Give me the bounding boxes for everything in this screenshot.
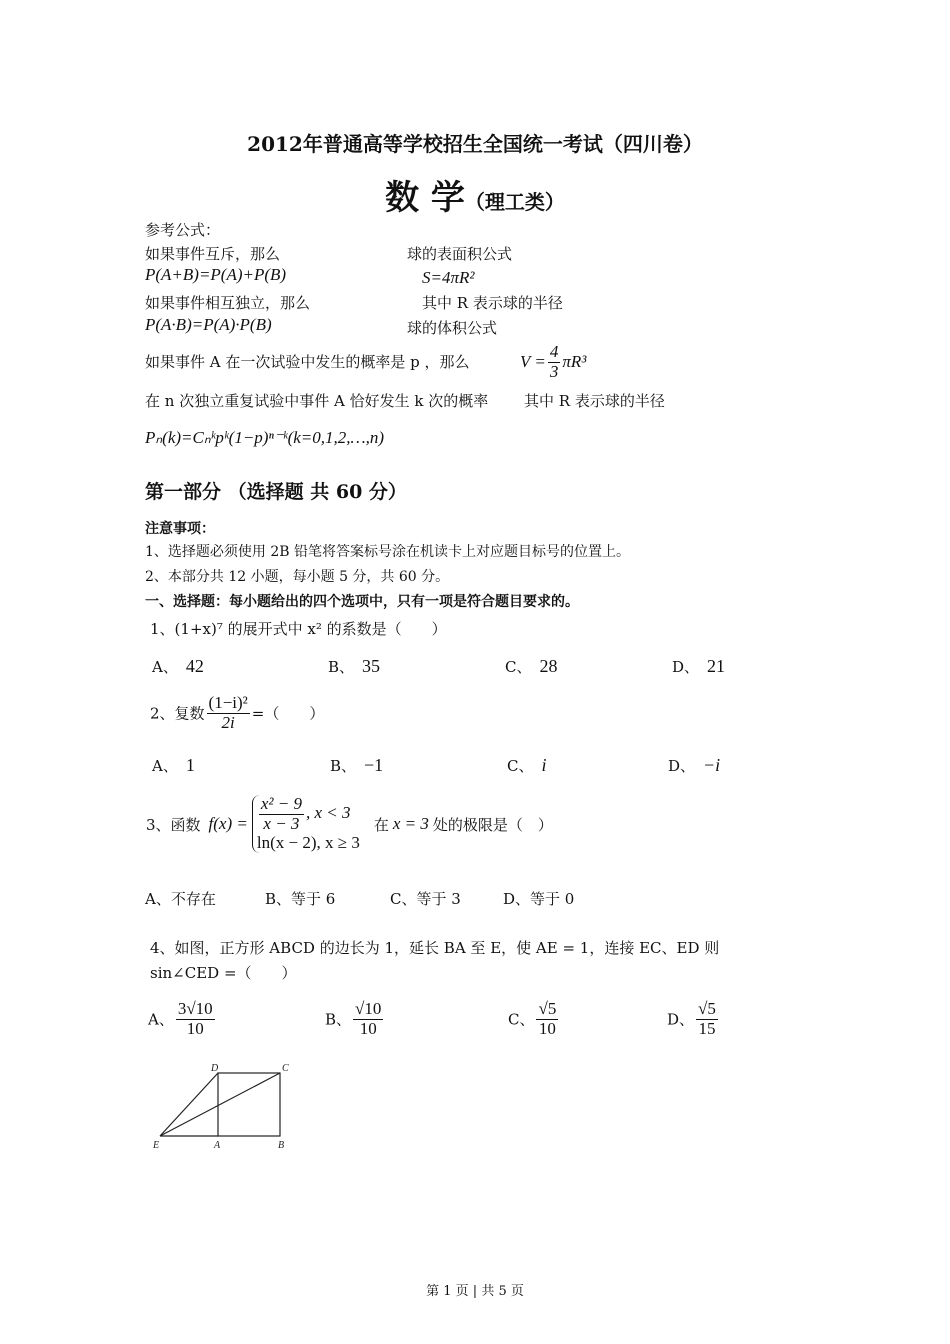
option-label: C、 [505, 658, 532, 676]
question-stem-line1: 4、如图，正方形 ABCD 的边长为 1，延长 BA 至 E，使 AE = 1，连接 EC、ED 则 [150, 939, 720, 957]
option-value: 等于 0 [530, 890, 575, 908]
sphere-volume-label: 球的体积公式 [407, 319, 498, 337]
sum-formula: P(A+B)=P(A)+P(B) [145, 265, 287, 284]
option-value: 21 [707, 656, 726, 676]
case1-denominator: x − 3 [263, 813, 300, 833]
section-heading: 一、选择题：每小题给出的四个选项中，只有一项是符合题目要求的。 [145, 594, 579, 610]
part1-heading: 第一部分 （选择题 共 60 分） [145, 481, 407, 503]
notes-heading: 注意事项： [145, 521, 215, 537]
option-b[interactable] [325, 1000, 385, 1038]
case2: ln(x − 2), x ≥ 3 [256, 833, 360, 853]
stem-prefix: 2、复数 [150, 704, 205, 723]
option-value: 35 [362, 656, 381, 676]
subject: 数 学 [385, 178, 465, 218]
option-label: C、 [507, 757, 534, 775]
option-label: A、 [145, 890, 171, 908]
n-trials-text: 在 n 次独立重复试验中事件 A 恰好发生 k 次的概率 [145, 392, 489, 410]
page-footer: 第 1 页 | 共 5 页 [426, 1284, 524, 1299]
option-label: A、 [152, 658, 178, 676]
volume-den: 3 [549, 361, 559, 381]
independent-text: 如果事件相互独立，那么 [145, 294, 311, 312]
option-label: D、 [503, 890, 531, 908]
numerator: (1−i)² [208, 693, 248, 712]
square-abcd [218, 1073, 280, 1136]
note-1: 1、选择题必须使用 2B 铅笔将答案标号涂在机读卡上对应题目标号的位置上。 [145, 544, 631, 560]
subject-heading [0, 170, 950, 219]
denominator: 10 [538, 1018, 556, 1038]
option-c[interactable] [505, 656, 557, 677]
volume-fraction [548, 343, 561, 381]
question-stem [150, 694, 324, 732]
option-label: B、 [330, 757, 357, 775]
label-a: A [214, 1140, 221, 1151]
question-stem [146, 795, 553, 853]
label-b: B [278, 1140, 285, 1151]
sphere-area-label: 球的表面积公式 [407, 245, 513, 263]
option-c[interactable] [390, 888, 461, 909]
option-b[interactable] [330, 755, 383, 776]
segment-ec [160, 1073, 280, 1136]
option-label: D、 [672, 658, 700, 676]
sphere-area-formula: S=4πR² [422, 268, 475, 287]
denominator: 15 [698, 1018, 716, 1038]
limit-point: x = 3 [392, 814, 429, 834]
numerator: 3√10 [177, 999, 213, 1018]
question-stem-line2: sin∠CED =（ ） [150, 964, 297, 982]
numerator: √10 [355, 999, 382, 1018]
option-fraction [696, 1000, 718, 1038]
product-formula: P(A·B)=P(A)·P(B) [145, 315, 272, 334]
option-value: 等于 6 [291, 890, 336, 908]
option-value: 不存在 [170, 890, 216, 908]
subject-category: （理工类） [464, 190, 565, 214]
option-value: 28 [539, 656, 558, 676]
numerator: √5 [538, 999, 557, 1018]
denominator: 10 [359, 1018, 377, 1038]
stem-suffix: =（ ） [251, 704, 325, 723]
option-c[interactable] [508, 1000, 560, 1038]
function-name: f(x) = [208, 814, 248, 834]
volume-rhs: πR³ [562, 352, 587, 372]
option-value: 等于 3 [416, 890, 461, 908]
option-a[interactable] [152, 656, 204, 677]
option-value: 42 [185, 656, 204, 676]
binomial-formula: Pₙ(k)=Cₙᵏpᵏ(1−p)ⁿ⁻ᵏ(k=0,1,2,…,n) [145, 428, 385, 447]
sphere-volume-formula [520, 343, 586, 381]
stem-prefix: 3、函数 [146, 815, 201, 834]
option-d[interactable] [672, 656, 725, 677]
numerator: √5 [698, 999, 716, 1018]
option-fraction [353, 1000, 383, 1038]
label-d: D [211, 1063, 219, 1074]
option-d[interactable] [667, 1000, 720, 1038]
denominator: 10 [186, 1018, 204, 1038]
volume-lhs: V = [520, 352, 546, 372]
option-fraction [536, 1000, 558, 1038]
formulas-heading: 参考公式： [145, 221, 221, 239]
mutually-exclusive-text: 如果事件互斥，那么 [145, 245, 281, 263]
option-label: B、 [328, 658, 355, 676]
option-a[interactable] [152, 755, 195, 776]
question-stem: 1、(1+x)⁷ 的展开式中 x² 的系数是（ ） [150, 620, 447, 638]
option-label: C、 [390, 890, 417, 908]
option-fraction [176, 1000, 215, 1038]
stem-mid: 在 [373, 815, 389, 834]
segment-ed [160, 1073, 218, 1136]
fraction [207, 694, 250, 732]
radius-note: 其中 R 表示球的半径 [422, 294, 563, 312]
geometry-figure [145, 1060, 305, 1155]
option-label: B、 [325, 1010, 352, 1029]
option-b[interactable] [265, 888, 335, 909]
label-e: E [153, 1140, 160, 1151]
option-c[interactable] [507, 755, 547, 776]
prob-p-text: 如果事件 A 在一次试验中发生的概率是 p ，那么 [145, 353, 470, 371]
option-value: −1 [364, 755, 384, 775]
option-b[interactable] [328, 656, 380, 677]
denominator: 2i [221, 712, 235, 732]
option-label: C、 [508, 1010, 535, 1029]
option-label: A、 [148, 1010, 174, 1029]
case1-condition: , x < 3 [305, 803, 351, 823]
option-value: −i [703, 755, 721, 775]
radius-note-2: 其中 R 表示球的半径 [524, 392, 665, 410]
option-a[interactable] [148, 1000, 217, 1038]
option-d[interactable] [668, 755, 720, 776]
note-2: 2、本部分共 12 小题，每小题 5 分，共 60 分。 [145, 569, 450, 585]
option-value: i [541, 755, 547, 775]
option-label: B、 [265, 890, 292, 908]
option-d[interactable] [503, 888, 574, 909]
option-a[interactable] [145, 888, 216, 909]
option-label: D、 [667, 1010, 695, 1029]
option-value: 1 [185, 755, 195, 775]
piecewise-cases [252, 795, 360, 853]
option-label: A、 [152, 757, 178, 775]
exam-title: 2012年普通高等学校招生全国统一考试（四川卷） [247, 132, 703, 156]
label-c: C [282, 1063, 289, 1074]
case1-numerator: x² − 9 [260, 794, 302, 813]
stem-suffix: 处的极限是（ ） [432, 815, 553, 834]
volume-num: 4 [549, 342, 559, 361]
option-label: D、 [668, 757, 696, 775]
